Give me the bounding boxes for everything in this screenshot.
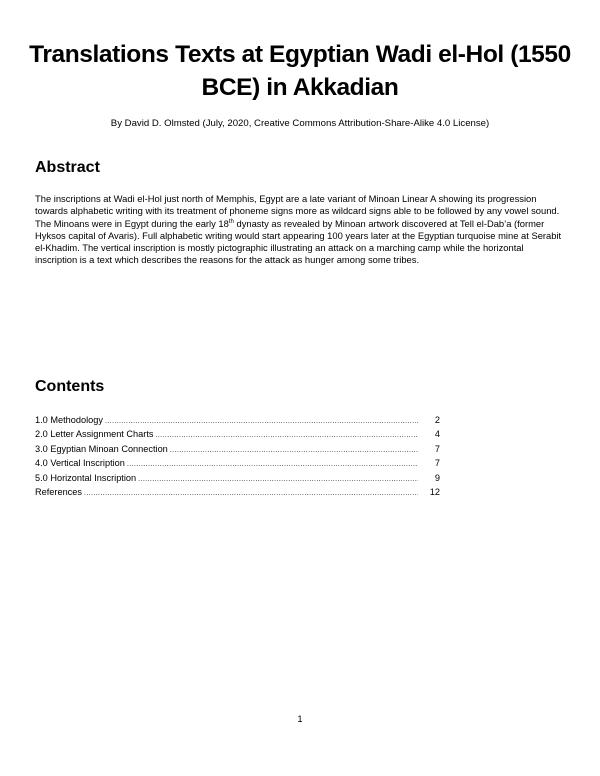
toc-entry[interactable] bbox=[35, 442, 440, 456]
toc-entry-page[interactable]: 9 bbox=[434, 472, 440, 483]
toc-entry-label[interactable]: 5.0 Horizontal Inscription bbox=[35, 472, 137, 483]
toc-leader-dots bbox=[127, 458, 418, 472]
abstract-text-part-2: dynasty as revealed by Minoan artwork discovered at Tell el-Dab’a (former Hyksos capital of Avaris). Full alphabetic writing would start appearing 100 years later at the Egyptian turquoise mine at Serabit el-Khadim. The vertical inscription is mostly pictographic illustrating an attack on a marching camp while the horizontal inscription is a text which describes the reasons for the attack as hunger among some tribes. bbox=[35, 217, 562, 266]
toc-entry[interactable] bbox=[35, 413, 440, 427]
toc-leader-dots bbox=[155, 429, 418, 443]
toc-entry-page[interactable]: 2 bbox=[434, 415, 440, 425]
toc-entry-page[interactable]: 12 bbox=[429, 486, 440, 497]
toc-entry[interactable] bbox=[35, 427, 440, 441]
abstract-text-part-1: The inscriptions at Wadi el-Hol just north of Memphis, Egypt are a late variant of Minoan Linear A showing its progression towards alphabetic writing with its treatment of phoneme signs more as wildcard signs able to be followed by any vowel sound. The Minoans were in Egypt during the early 18 bbox=[35, 193, 560, 229]
toc-entry-label[interactable]: 2.0 Letter Assignment Charts bbox=[35, 429, 154, 440]
toc-entry[interactable] bbox=[35, 485, 440, 499]
toc-entry-label[interactable]: 3.0 Egyptian Minoan Connection bbox=[35, 443, 168, 454]
toc-entry-label[interactable]: References bbox=[35, 486, 82, 497]
page-number: 1 bbox=[297, 713, 303, 724]
toc-entry-page[interactable]: 4 bbox=[434, 429, 440, 440]
abstract-paragraph bbox=[35, 193, 565, 267]
toc-leader-dots bbox=[170, 444, 418, 458]
document-title: Translations Texts at Egyptian Wadi el-Hol (1550 BCE) in Akkadian bbox=[29, 41, 571, 101]
table-of-contents bbox=[35, 413, 440, 499]
toc-entry[interactable] bbox=[35, 456, 440, 470]
toc-entry-label[interactable]: 1.0 Methodology bbox=[35, 415, 103, 425]
author-byline: By David D. Olmsted (July, 2020, Creative Commons Attribution-Share-Alike 4.0 License) bbox=[110, 118, 490, 129]
toc-leader-dots bbox=[138, 473, 418, 487]
toc-leader-dots bbox=[84, 487, 418, 501]
contents-heading: Contents bbox=[35, 378, 105, 395]
toc-entry-label[interactable]: 4.0 Vertical Inscription bbox=[35, 458, 125, 469]
toc-entry-page[interactable]: 7 bbox=[434, 458, 440, 469]
toc-entry[interactable] bbox=[35, 471, 440, 485]
abstract-superscript: th bbox=[228, 218, 234, 225]
abstract-heading: Abstract bbox=[35, 159, 100, 176]
toc-entry-page[interactable]: 7 bbox=[434, 443, 440, 454]
